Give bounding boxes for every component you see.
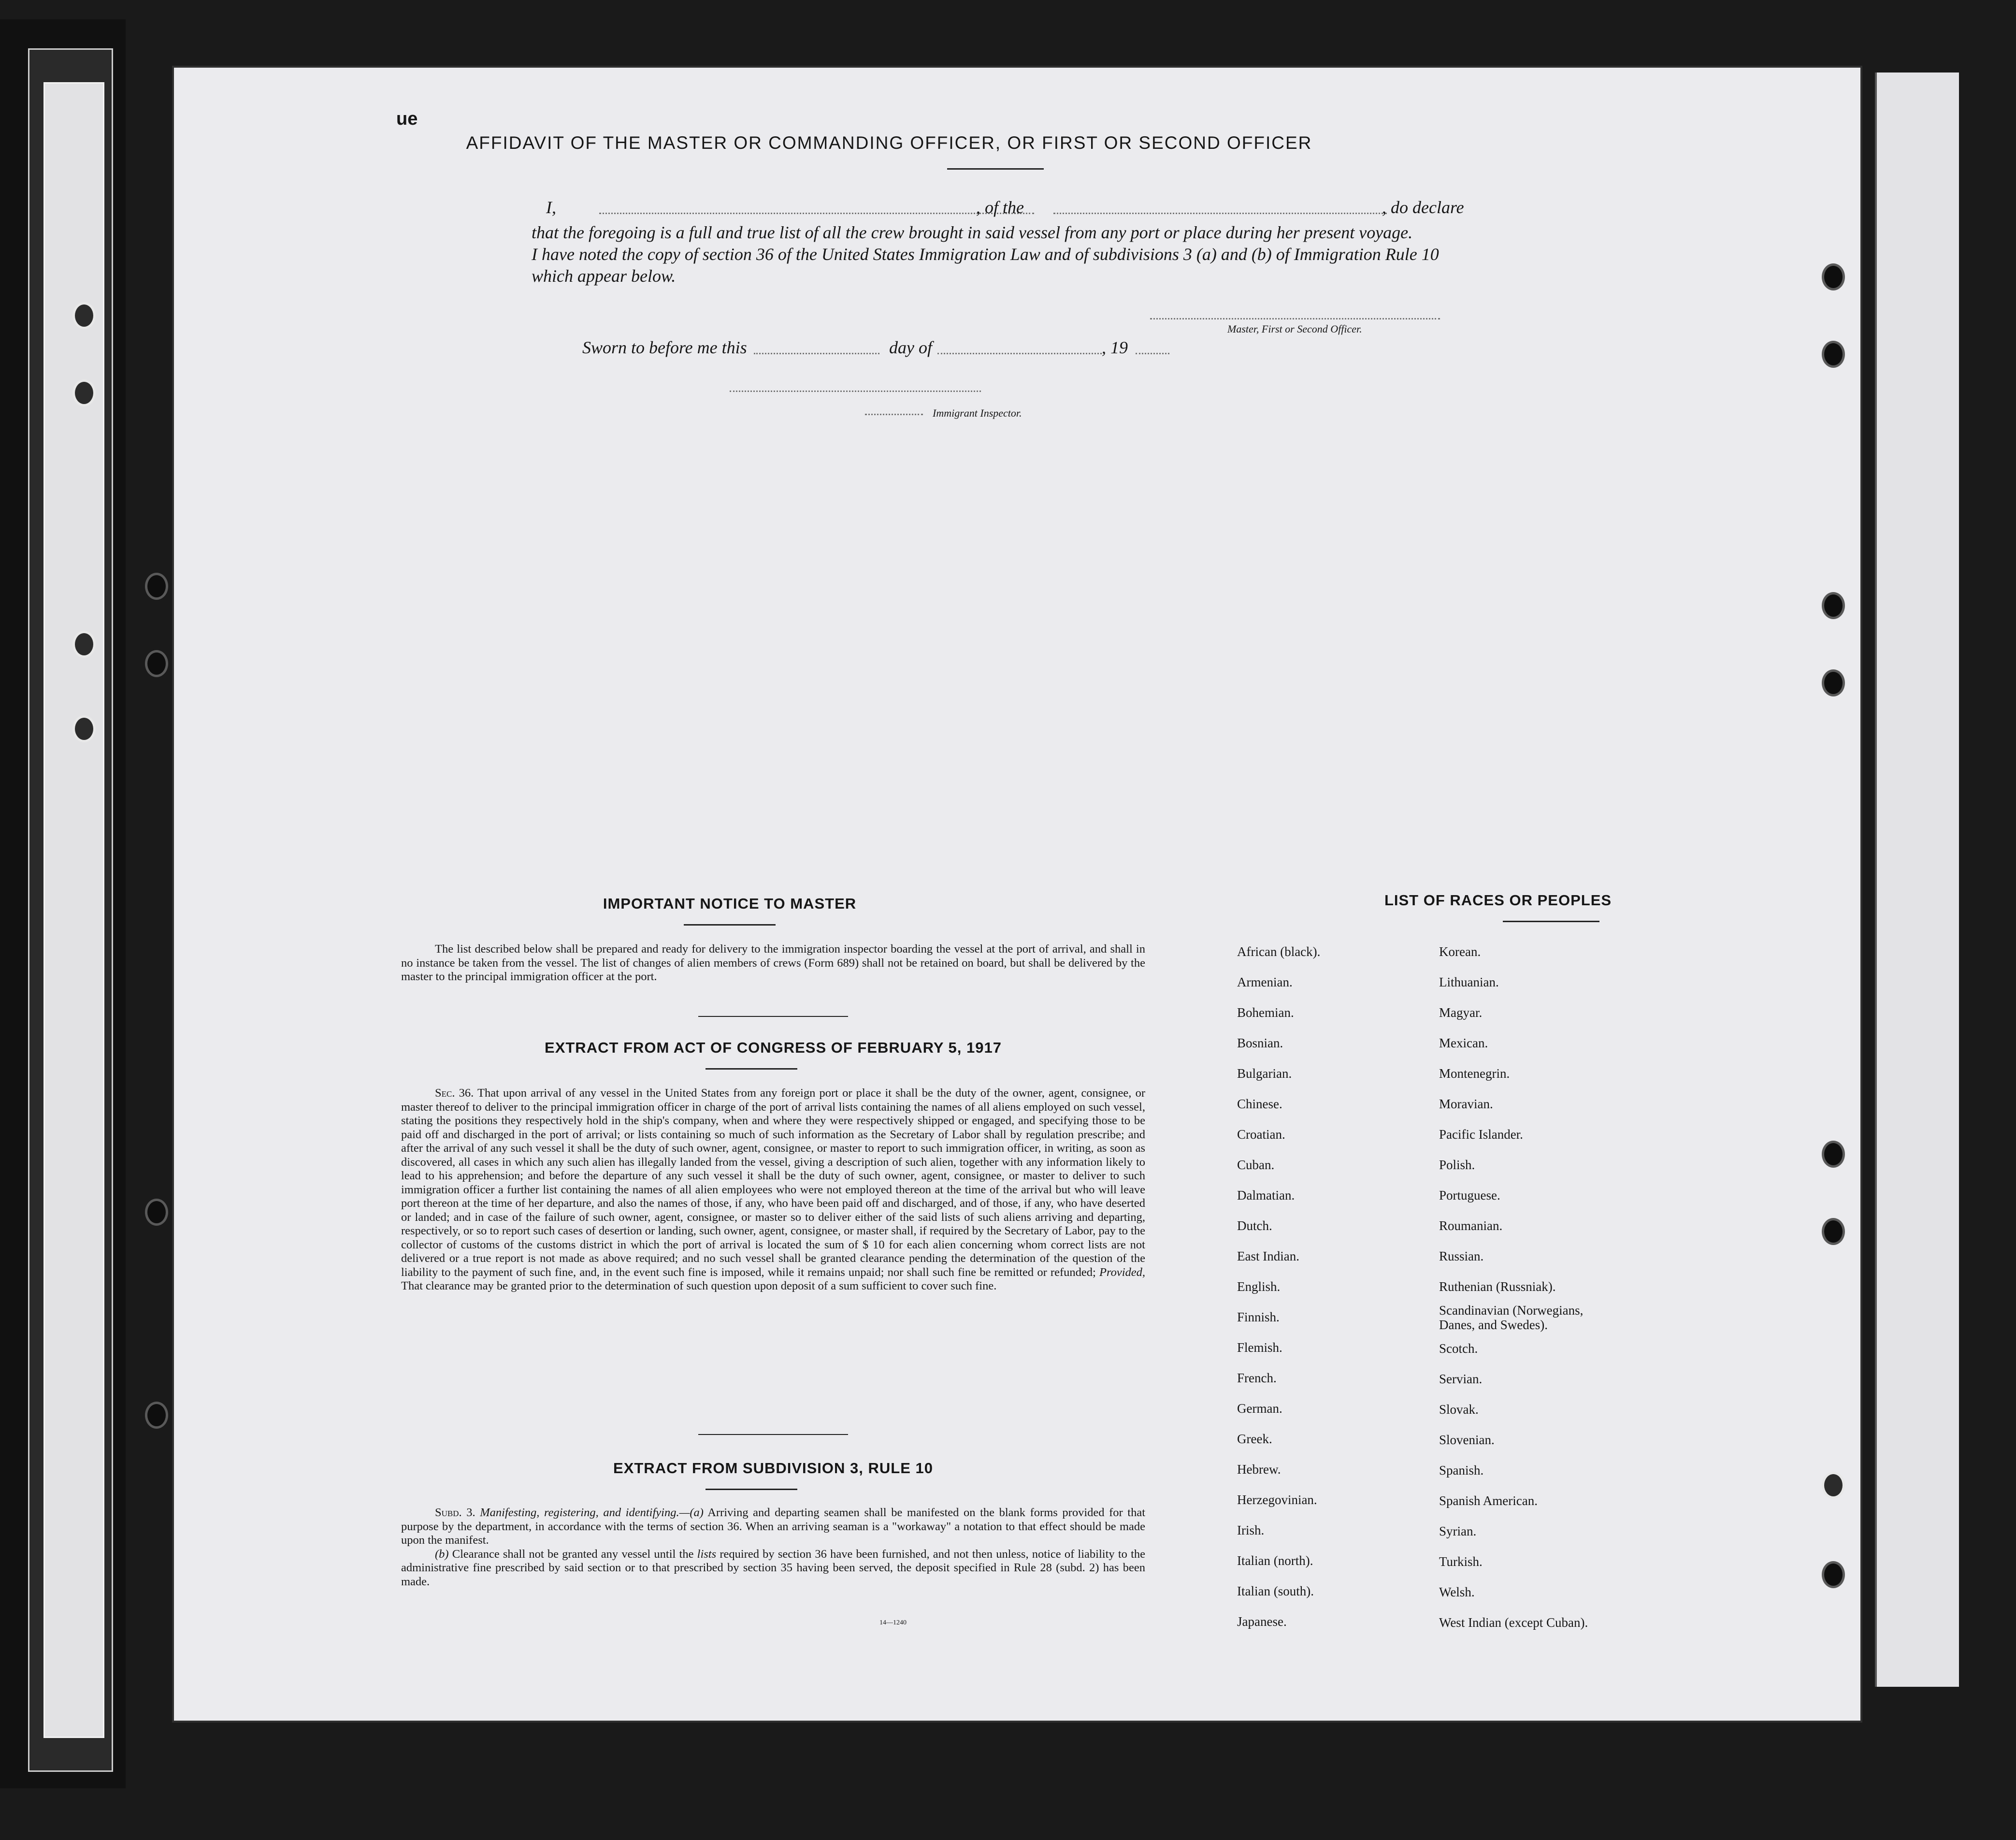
rule-title-underline [706,1489,797,1490]
race-item: Syrian. [1439,1524,1477,1538]
race-item: French. [1237,1371,1277,1385]
sworn-month-field[interactable] [937,353,1102,354]
binder-hole [1822,592,1845,619]
section-divider [698,1434,848,1435]
race-item: Bulgarian. [1237,1066,1292,1081]
subd-b-text: Clearance shall not be granted any vessel until the [452,1547,694,1561]
rule-extract-title: EXTRACT FROM SUBDIVISION 3, RULE 10 [613,1460,933,1477]
races-column-left [1237,937,1430,1637]
affidavit-line-1: that the foregoing is a full and true list of all the crew brought in said vessel from any port or place during her present voyage. [532,223,1413,242]
act-extract-text [401,1087,1145,1293]
binder-hole [72,715,96,742]
declarant-name-field[interactable] [599,213,1034,214]
binder-hole [72,302,96,329]
binder-hole [145,1402,168,1429]
race-item: Russian. [1439,1249,1484,1263]
races-column-right [1439,937,1647,1638]
race-item: Dalmatian. [1237,1188,1295,1203]
race-item: Welsh. [1439,1585,1475,1599]
race-item: Croatian. [1237,1127,1285,1142]
affidavit-line-3: which appear below. [532,266,676,286]
act-title-underline [706,1068,797,1070]
left-sheet-edge [43,82,104,1738]
act-extract-title: EXTRACT FROM ACT OF CONGRESS OF FEBRUARY 5, 1917 [545,1039,1002,1056]
binder-hole [145,573,168,600]
inspector-initials-field [865,414,923,415]
race-item: Chinese. [1237,1097,1282,1111]
binder-hole [1822,1218,1845,1245]
race-item: Scotch. [1439,1341,1478,1356]
notice-text-body: The list described below shall be prepared and ready for delivery to the immigration inspector boarding the vessel at the port of arrival, and shall in no instance be taken from the vessel. The list of changes of alien members of crews (Form 689) shall not be retained on board, but shall be delivered by the master to the principal immigration officer at the port. [401,942,1145,983]
race-item: Polish. [1439,1158,1475,1172]
races-title: LIST OF RACES OR PEOPLES [1384,892,1612,909]
race-item: Slovenian. [1439,1433,1495,1447]
rule-extract-text [401,1506,1145,1589]
race-item: Spanish. [1439,1463,1484,1478]
binder-hole [145,650,168,677]
notice-title: IMPORTANT NOTICE TO MASTER [603,895,857,912]
race-item: Hebrew. [1237,1462,1281,1477]
race-item: English. [1237,1279,1281,1294]
binder-hole [1822,1141,1845,1168]
race-item: Spanish American. [1439,1493,1538,1508]
binder-hole [1822,263,1845,290]
proviso-text: That clearance may be granted prior to the determination of such question upon deposit of a sum sufficient to cover such fine. [401,1279,997,1292]
subd-b-lists-word: lists [697,1547,717,1561]
race-item: Irish. [1237,1523,1265,1537]
section-divider [698,1016,848,1017]
subd-b-text-continued: required by section 36 have been furnished, and not then unless, notice of liability to the administrative fine prescribed by said section or to that prescribed by section 35 having been served, the deposit specified in Rule 28 (subd. 2) has been made. [401,1547,1146,1588]
race-item: Ruthenian (Russniak). [1439,1279,1556,1294]
sworn-label: Sworn to before me this [582,338,747,357]
race-item: Mexican. [1439,1036,1488,1050]
affidavit-title: AFFIDAVIT OF THE MASTER OR COMMANDING OFFICER, OR FIRST OR SECOND OFFICER [466,133,1312,153]
race-item: Moravian. [1439,1097,1493,1111]
declarant-label: I, [546,198,556,217]
race-item: Slovak. [1439,1402,1479,1417]
binder-hole [1822,341,1845,368]
form-page [174,68,1860,1721]
left-page-stack [0,19,126,1788]
race-item: Lithuanian. [1439,975,1499,989]
race-item: Dutch. [1237,1218,1272,1233]
races-title-underline [1503,921,1599,922]
binder-hole [1822,669,1845,696]
race-item: East Indian. [1237,1249,1299,1263]
officer-signature-label: Master, First or Second Officer. [1227,323,1362,335]
binder-hole [72,379,96,406]
right-page-stack [1875,72,1959,1687]
notice-text [401,942,1145,984]
binder-hole [145,1199,168,1226]
race-item: Magyar. [1439,1005,1483,1020]
subd-3-body: Arriving and departing seamen shall be manifested on the blank forms provided for that purpose by the department, in accordance with the terms of section 36. When an arriving seaman is a "workaway" a notation to that effect should be made upon the manifest. [401,1506,1145,1547]
race-item: Roumanian. [1439,1218,1503,1233]
race-item: Italian (north). [1237,1553,1313,1568]
race-item: Finnish. [1237,1310,1280,1324]
do-declare-label: , do declare [1382,198,1464,217]
notice-title-underline [684,924,776,926]
race-item: Armenian. [1237,975,1293,989]
binder-hole [72,631,96,658]
title-underline [947,168,1044,170]
sworn-day-field[interactable] [754,353,879,354]
race-item: West Indian (except Cuban). [1439,1615,1588,1630]
inspector-signature-field[interactable] [730,391,981,392]
race-item: Japanese. [1237,1614,1287,1629]
race-item: Turkish. [1439,1554,1483,1569]
sworn-year-field[interactable] [1136,353,1169,354]
race-item: Portuguese. [1439,1188,1500,1203]
race-item: Cuban. [1237,1158,1275,1172]
race-item: Flemish. [1237,1340,1282,1355]
day-of-label: day of [889,338,932,357]
vessel-name-field[interactable] [1053,213,1387,214]
race-item: Bohemian. [1237,1005,1294,1020]
race-item: Bosnian. [1237,1036,1283,1050]
inspector-label: Immigrant Inspector. [933,407,1022,419]
race-item: Montenegrin. [1439,1066,1510,1081]
corner-mark: ue [396,109,418,129]
race-item: German. [1237,1401,1282,1416]
year-label: , 19 [1102,338,1128,357]
subd-3-heading: Manifesting, registering, and identifying.—(a) [480,1506,704,1519]
officer-signature-field[interactable] [1150,318,1440,319]
race-item: Italian (south). [1237,1584,1314,1598]
form-number: 14—1240 [879,1619,907,1626]
race-item: African (black). [1237,944,1321,959]
sec-36-label: Sec. 36. [435,1087,474,1100]
proviso-word: Provided, [1099,1265,1146,1279]
race-item: Greek. [1237,1432,1272,1446]
subd-b-label: (b) [435,1547,449,1561]
race-item: Scandinavian (Norwegians, Danes, and Swedes). [1439,1303,1584,1332]
vessel-of-label: , of the [976,198,1024,217]
race-item: Herzegovinian. [1237,1492,1317,1507]
race-item: Servian. [1439,1372,1483,1386]
binder-hole [1822,1472,1845,1499]
affidavit-line-2: I have noted the copy of section 36 of the United States Immigration Law and of subdivisions 3 (a) and (b) of Immigration Rule 10 [532,245,1439,264]
binder-hole [1822,1561,1845,1588]
race-item: Korean. [1439,944,1481,959]
race-item: Pacific Islander. [1439,1127,1523,1142]
sec-36-body: That upon arrival of any vessel in the United States from any foreign port or place it shall be the duty of the owner, agent, consignee, or master thereof to deliver to the principal immigration officer in charge of the port of arrival lists containing the names of all aliens employed on such vessel, stating the positions they respectively hold in the ship's company, when and where they were respectively shipped or engaged, and specifying those to be paid off and discharged in the port of arrival; or lists containing so much of such information as the Secretary of Labor shall by regulation prescribe; and after the arrival of any such vessel it shall be the duty of such owner, agent, consignee, or master to report to such immigration officer, in writing, as soon as discovered, all cases in which any such alien has illegally landed from the vessel, giving a description of such alien, together with any information likely to lead to his apprehension; and before the departure of any such vessel it shall be the duty of such owner, agent, consignee, or master to deliver to such immigration officer a further list containing the names of all alien employees who were not employed thereon at the time of the arrival but who will leave port thereon at the time of her departure, and also the names of those, if any, who have been paid off and discharged, and of those, if any, who have deserted or landed; and in case of the failure of such owner, agent, consignee, or master so to deliver either of the said lists of such aliens arriving and departing, respectively, or so to report such cases of desertion or landing, such owner, agent, consignee, or master shall, if required by the Secretary of Labor, pay to the collector of customs of the customs district in which the port of arrival is located the sum of $ 10 for each alien concerning whom correct lists are not delivered or a true report is not made as above required; and no such vessel shall be granted clearance pending the determination of the question of the liability to the payment of such fine, and, in the event such fine is imposed, while it remains unpaid; nor shall such fine be remitted or refunded; [401,1087,1145,1279]
subd-3-label: Subd. 3. [435,1506,475,1519]
